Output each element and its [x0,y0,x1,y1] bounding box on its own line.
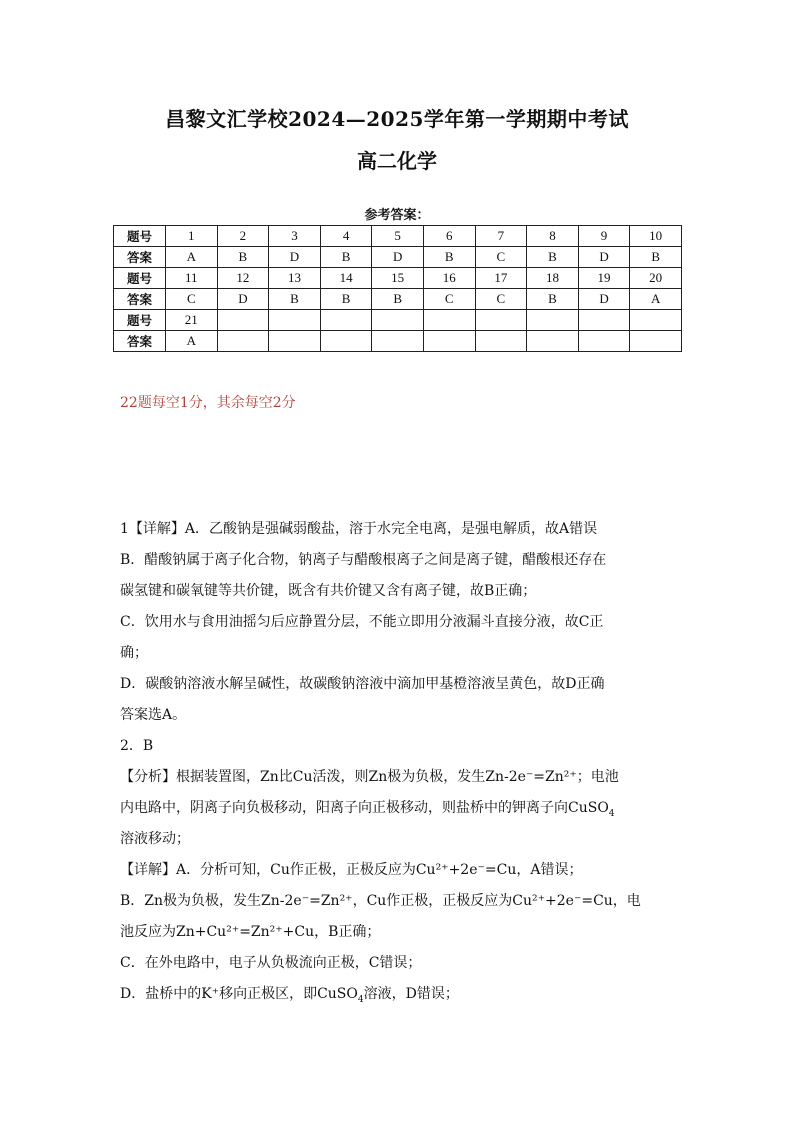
answer-cell [320,331,372,352]
answer-cell: B [217,247,269,268]
answer-label-cell: 答案 [114,247,166,268]
q2-analysis-text: 内电路中，阴离子向负极移动，阳离子向正极移动，则盐桥中的钾离子向CuSO [120,800,609,816]
q1-line: 碳氢键和碳氧键等共价键，既含有共价键又含有离子键，故B正确； [120,583,537,599]
answer-cell: C [475,247,527,268]
question-number-cell: 14 [320,268,372,289]
q2-detail-text: 溶液，D错误； [363,986,459,1002]
answer-label-cell: 答案 [114,331,166,352]
question-label-cell: 题号 [114,268,166,289]
q2-detail-line: 【详解】A．分析可知，Cu作正极，正极反应为Cu²⁺+2e⁻=Cu，A错误； [120,862,583,878]
question-number-cell: 7 [475,226,527,247]
question-number-cell: 17 [475,268,527,289]
exam-title: 昌黎文汇学校2024—2025学年第一学期期中考试 [165,107,629,131]
question-number-cell: 2 [217,226,269,247]
answer-cell: B [320,247,372,268]
question-number-cell: 20 [630,268,682,289]
question-number-cell [217,310,269,331]
answer-cell: B [630,247,682,268]
question-label-cell: 题号 [114,310,166,331]
question-number-cell: 11 [166,268,218,289]
answer-cell [217,331,269,352]
question-number-row [114,226,682,247]
answer-row [114,289,682,310]
question-number-cell: 12 [217,268,269,289]
answer-cell: A [166,331,218,352]
answer-cell [372,331,424,352]
question-number-cell: 3 [269,226,321,247]
answer-cell: C [423,289,475,310]
question-number-cell [475,310,527,331]
question-number-cell [320,310,372,331]
question-number-cell: 1 [166,226,218,247]
q1-line: 1【详解】A．乙酸钠是强碱弱酸盐，溶于水完全电离，是强电解质，故A错误 [120,521,598,537]
explanations [120,514,680,1010]
answers-heading: 参考答案： [364,208,430,223]
answer-cell [578,331,630,352]
answer-row [114,247,682,268]
answer-cell: D [578,289,630,310]
question-number-row [114,310,682,331]
answer-cell: B [269,289,321,310]
q2-detail-line: 池反应为Zn+Cu²⁺=Zn²⁺+Cu，B正确； [120,924,381,940]
question-number-cell [527,310,579,331]
q2-detail-line [120,979,680,1010]
answer-cell: B [423,247,475,268]
q2-analysis-line [120,793,680,824]
answer-cell: D [372,247,424,268]
q2-detail-line: B．Zn极为负极，发生Zn-2e⁻=Zn²⁺，Cu作正极，正极反应为Cu²⁺+2e⁻=Cu，电 [120,893,641,909]
question-number-cell [578,310,630,331]
q1-line: 答案选A。 [120,707,187,723]
answer-cell: B [527,247,579,268]
q1-line: 确； [120,645,148,661]
question-number-cell: 10 [630,226,682,247]
q2-heading: 2．B [120,738,154,754]
question-number-cell [269,310,321,331]
answer-cell: B [527,289,579,310]
answer-cell [630,331,682,352]
answer-table [113,225,682,352]
question-number-cell: 13 [269,268,321,289]
question-number-row [114,268,682,289]
question-number-cell: 6 [423,226,475,247]
answer-row [114,331,682,352]
answer-cell [475,331,527,352]
question-number-cell: 8 [527,226,579,247]
answer-label-cell: 答案 [114,289,166,310]
question-number-cell [630,310,682,331]
answer-cell: D [269,247,321,268]
question-number-cell: 19 [578,268,630,289]
answer-cell: D [217,289,269,310]
subject-title: 高二化学 [357,149,437,173]
answer-cell: C [166,289,218,310]
question-number-cell: 21 [166,310,218,331]
answer-cell: A [166,247,218,268]
subscript: 4 [357,994,364,1005]
answer-cell: B [372,289,424,310]
question-label-cell: 题号 [114,226,166,247]
question-number-cell: 16 [423,268,475,289]
q1-line: D．碳酸钠溶液水解呈碱性，故碳酸钠溶液中滴加甲基橙溶液呈黄色，故D正确 [120,676,605,692]
question-number-cell: 4 [320,226,372,247]
q1-line: B．醋酸钠属于离子化合物，钠离子与醋酸根离子之间是离子键，醋酸根还存在 [120,552,607,568]
answer-cell [423,331,475,352]
question-number-cell: 18 [527,268,579,289]
answer-table-body [114,226,682,352]
q2-detail-line: C．在外电路中，电子从负极流向正极，C错误； [120,955,422,971]
answer-cell: C [475,289,527,310]
answer-cell: A [630,289,682,310]
question-number-cell [372,310,424,331]
scoring-note: 22题每空1分，其余每空2分 [120,395,296,411]
question-number-cell: 5 [372,226,424,247]
q2-analysis-line: 溶液移动； [120,831,190,847]
answer-cell: D [578,247,630,268]
answer-cell: B [320,289,372,310]
question-number-cell: 9 [578,226,630,247]
q2-analysis-line: 【分析】根据装置图，Zn比Cu活泼，则Zn极为负极，发生Zn-2e⁻=Zn²⁺；电池 [120,769,619,785]
q1-line: C．饮用水与食用油摇匀后应静置分层，不能立即用分液漏斗直接分液，故C正 [120,614,604,630]
question-number-cell [423,310,475,331]
answer-cell [527,331,579,352]
answer-cell [269,331,321,352]
q2-detail-text: D．盐桥中的K⁺移向正极区，即CuSO [120,986,358,1002]
subscript: 4 [608,808,615,819]
question-number-cell: 15 [372,268,424,289]
